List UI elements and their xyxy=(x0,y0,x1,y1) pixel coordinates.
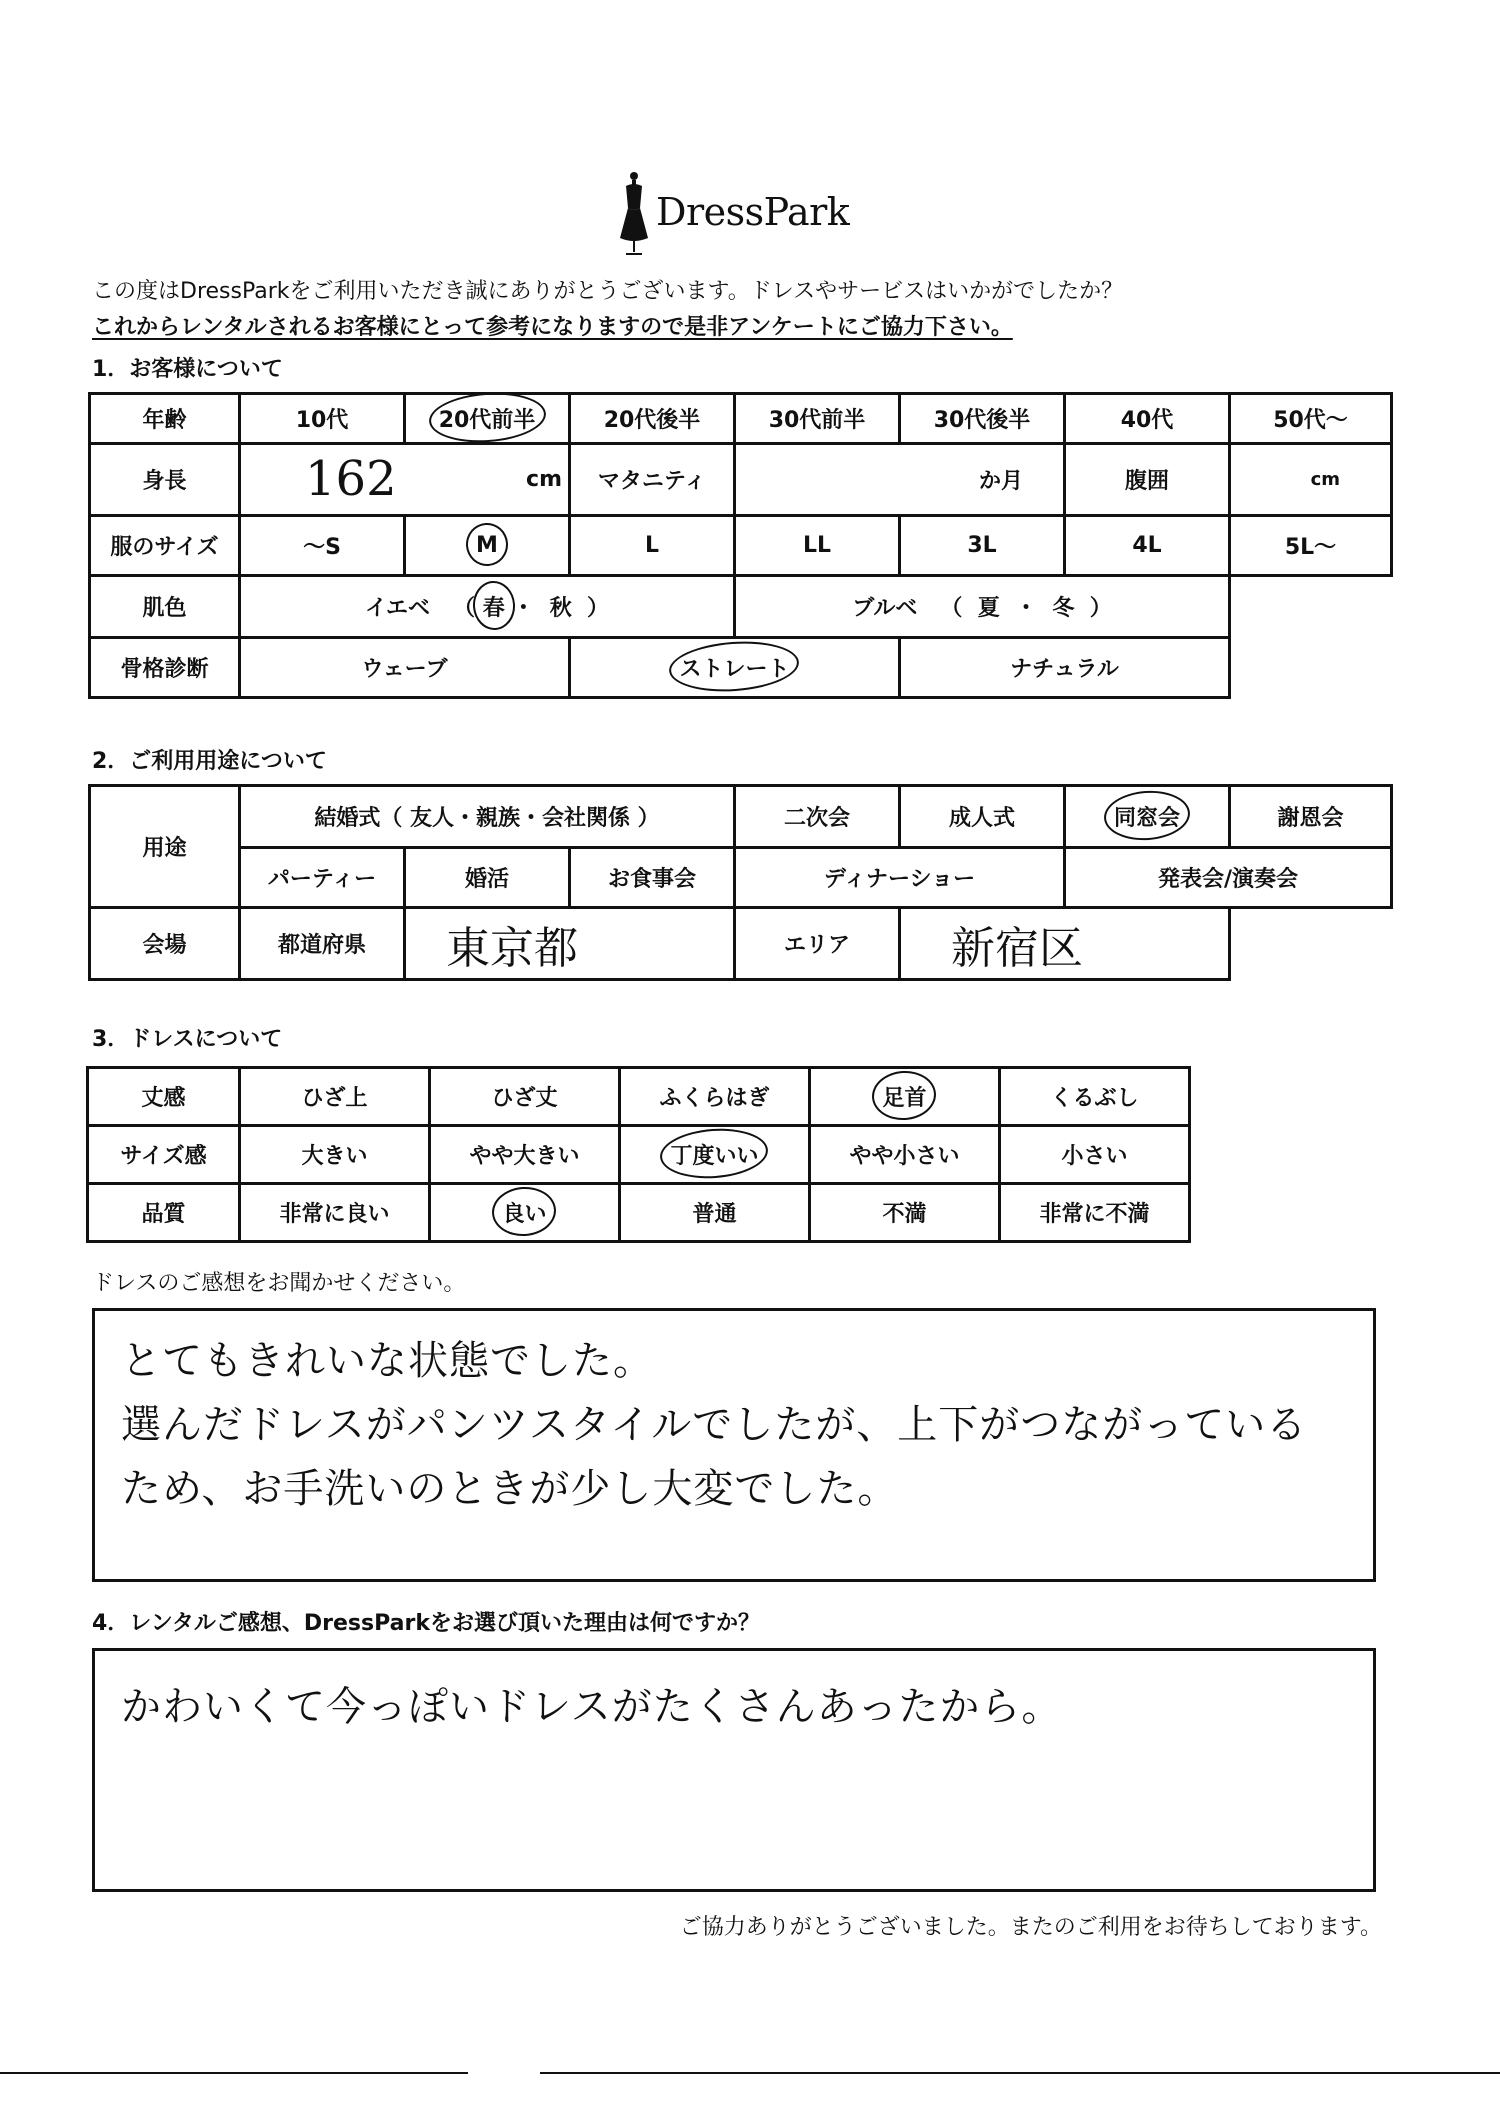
skin-yellow-autumn[interactable]: 秋 xyxy=(549,596,572,621)
size-option[interactable]: ～S xyxy=(240,516,405,576)
quality-option[interactable]: 非常に良い xyxy=(240,1184,430,1242)
age-option[interactable]: 40代 xyxy=(1065,394,1230,444)
intro-request: これからレンタルされるお客様にとって参考になりますので是非アンケートにご協力下さい。 xyxy=(92,315,1013,340)
height-row xyxy=(90,444,1392,516)
brand-logo xyxy=(614,168,854,258)
height-value: 162 xyxy=(305,451,397,507)
size-option[interactable]: 3L xyxy=(900,516,1065,576)
waist-label: 腹囲 xyxy=(1065,444,1230,516)
footer-rule-right xyxy=(540,2072,1500,2074)
length-option[interactable]: ひざ丈 xyxy=(430,1068,620,1126)
area-label: エリア xyxy=(735,908,900,980)
fit-label: サイズ感 xyxy=(88,1126,240,1184)
quality-option[interactable]: 普通 xyxy=(620,1184,810,1242)
size-label: 服のサイズ xyxy=(90,516,240,576)
section-4-title: 4．レンタルご感想、DressParkをお選び頂いた理由は何ですか？ xyxy=(92,1611,760,1636)
purpose-option[interactable]: ディナーショー xyxy=(735,848,1065,908)
fit-option[interactable]: やや小さい xyxy=(810,1126,1000,1184)
intro-text: この度はDressParkをご利用いただき誠にありがとうございます。ドレスやサービスはいかがでしたか？ xyxy=(92,279,1124,304)
empty-cell xyxy=(1230,638,1392,698)
venue-label: 会場 xyxy=(90,908,240,980)
purpose-wedding[interactable]: 結婚式（ 友人・親族・会社関係 ） xyxy=(240,786,735,848)
section-1-title: 1．お客様について xyxy=(92,357,283,382)
customer-table xyxy=(88,392,1393,699)
skin-yellow-spring[interactable]: 春 xyxy=(483,591,505,622)
age-option[interactable]: 30代後半 xyxy=(900,394,1065,444)
frame-option-selected[interactable]: ストレート xyxy=(570,638,900,698)
purpose-table xyxy=(88,784,1393,981)
maternity-unit: か月 xyxy=(978,469,1023,494)
purpose-option[interactable]: 謝恩会 xyxy=(1230,786,1392,848)
purpose-option[interactable]: 婚活 xyxy=(405,848,570,908)
length-row xyxy=(88,1068,1190,1126)
fit-row xyxy=(88,1126,1190,1184)
length-option[interactable]: ふくらはぎ xyxy=(620,1068,810,1126)
length-label: 丈感 xyxy=(88,1068,240,1126)
prefecture-value: 東京都 xyxy=(446,922,578,974)
age-option[interactable]: 30代前半 xyxy=(735,394,900,444)
fit-option[interactable]: やや大きい xyxy=(430,1126,620,1184)
area-value: 新宿区 xyxy=(951,922,1083,974)
skin-yellow[interactable]: イエベ （ 春 ・ 秋 ） xyxy=(240,576,735,638)
dress-comment-box[interactable] xyxy=(92,1308,1376,1582)
frame-row xyxy=(90,638,1392,698)
size-option[interactable]: LL xyxy=(735,516,900,576)
age-option[interactable]: 10代 xyxy=(240,394,405,444)
prefecture-label: 都道府県 xyxy=(240,908,405,980)
empty-cell xyxy=(1230,908,1392,980)
skin-label: 肌色 xyxy=(90,576,240,638)
skin-blue-summer[interactable]: 夏 xyxy=(977,596,1000,621)
venue-row xyxy=(90,908,1392,980)
dress-form-icon xyxy=(614,168,654,258)
brand-name: DressPark xyxy=(656,190,850,234)
purpose-option-selected[interactable]: 同窓会 xyxy=(1065,786,1230,848)
purpose-option[interactable]: 成人式 xyxy=(900,786,1065,848)
height-field[interactable] xyxy=(240,444,570,516)
skin-row xyxy=(90,576,1392,638)
footer-rule-left xyxy=(0,2072,468,2074)
area-field[interactable] xyxy=(900,908,1230,980)
maternity-label: マタニティ xyxy=(570,444,735,516)
fit-option[interactable]: 大きい xyxy=(240,1126,430,1184)
skin-blue[interactable]: ブルベ （ 夏 ・ 冬 ） xyxy=(735,576,1230,638)
quality-option[interactable]: 不満 xyxy=(810,1184,1000,1242)
dress-comment-line: とてもきれいな状態でした。 xyxy=(121,1338,654,1384)
purpose-label: 用途 xyxy=(90,786,240,908)
empty-cell xyxy=(1230,576,1392,638)
size-option-selected[interactable]: M xyxy=(405,516,570,576)
section-2-title: 2．ご利用用途について xyxy=(92,749,327,774)
waist-unit: cm xyxy=(1310,469,1340,490)
fit-option-selected[interactable]: 丁度いい xyxy=(620,1126,810,1184)
length-option-selected[interactable]: 足首 xyxy=(810,1068,1000,1126)
purpose-option[interactable]: お食事会 xyxy=(570,848,735,908)
purpose-row-1 xyxy=(90,786,1392,848)
waist-field[interactable] xyxy=(1230,444,1392,516)
purpose-option[interactable]: パーティー xyxy=(240,848,405,908)
section-3-title: 3．ドレスについて xyxy=(92,1027,283,1052)
size-row xyxy=(90,516,1392,576)
frame-option[interactable]: ナチュラル xyxy=(900,638,1230,698)
dress-comment-line: 選んだドレスがパンツスタイルでしたが、上下がつながっている xyxy=(121,1402,1308,1448)
dress-table xyxy=(86,1066,1191,1243)
dress-comment-prompt: ドレスのご感想をお聞かせください。 xyxy=(92,1271,466,1296)
age-row xyxy=(90,394,1392,444)
purpose-row-2 xyxy=(90,848,1392,908)
quality-label: 品質 xyxy=(88,1184,240,1242)
purpose-option[interactable]: 二次会 xyxy=(735,786,900,848)
reason-comment-line: かわいくて今っぽいドレスがたくさんあったから。 xyxy=(121,1684,1063,1730)
purpose-option[interactable]: 発表会/演奏会 xyxy=(1065,848,1392,908)
frame-label: 骨格診断 xyxy=(90,638,240,698)
maternity-field[interactable] xyxy=(735,444,1065,516)
size-option[interactable]: L xyxy=(570,516,735,576)
size-option[interactable]: 5L～ xyxy=(1230,516,1392,576)
quality-row xyxy=(88,1184,1190,1242)
height-unit: cm xyxy=(526,467,562,492)
skin-blue-winter[interactable]: 冬 xyxy=(1052,596,1075,621)
footer-thanks: ご協力ありがとうございました。またのご利用をお待ちしております。 xyxy=(679,1915,1382,1940)
age-option-selected[interactable]: 20代前半 xyxy=(405,394,570,444)
age-label: 年齢 xyxy=(90,394,240,444)
height-label: 身長 xyxy=(90,444,240,516)
age-option[interactable]: 50代～ xyxy=(1230,394,1392,444)
prefecture-field[interactable] xyxy=(405,908,735,980)
dress-comment-line: ため、お手洗いのときが少し大変でした。 xyxy=(121,1466,899,1512)
quality-option-selected[interactable]: 良い xyxy=(430,1184,620,1242)
age-option[interactable]: 20代後半 xyxy=(570,394,735,444)
reason-comment-box[interactable] xyxy=(92,1648,1376,1892)
quality-option[interactable]: 非常に不満 xyxy=(1000,1184,1190,1242)
size-option[interactable]: 4L xyxy=(1065,516,1230,576)
fit-option[interactable]: 小さい xyxy=(1000,1126,1190,1184)
frame-option[interactable]: ウェーブ xyxy=(240,638,570,698)
length-option[interactable]: ひざ上 xyxy=(240,1068,430,1126)
length-option[interactable]: くるぶし xyxy=(1000,1068,1190,1126)
